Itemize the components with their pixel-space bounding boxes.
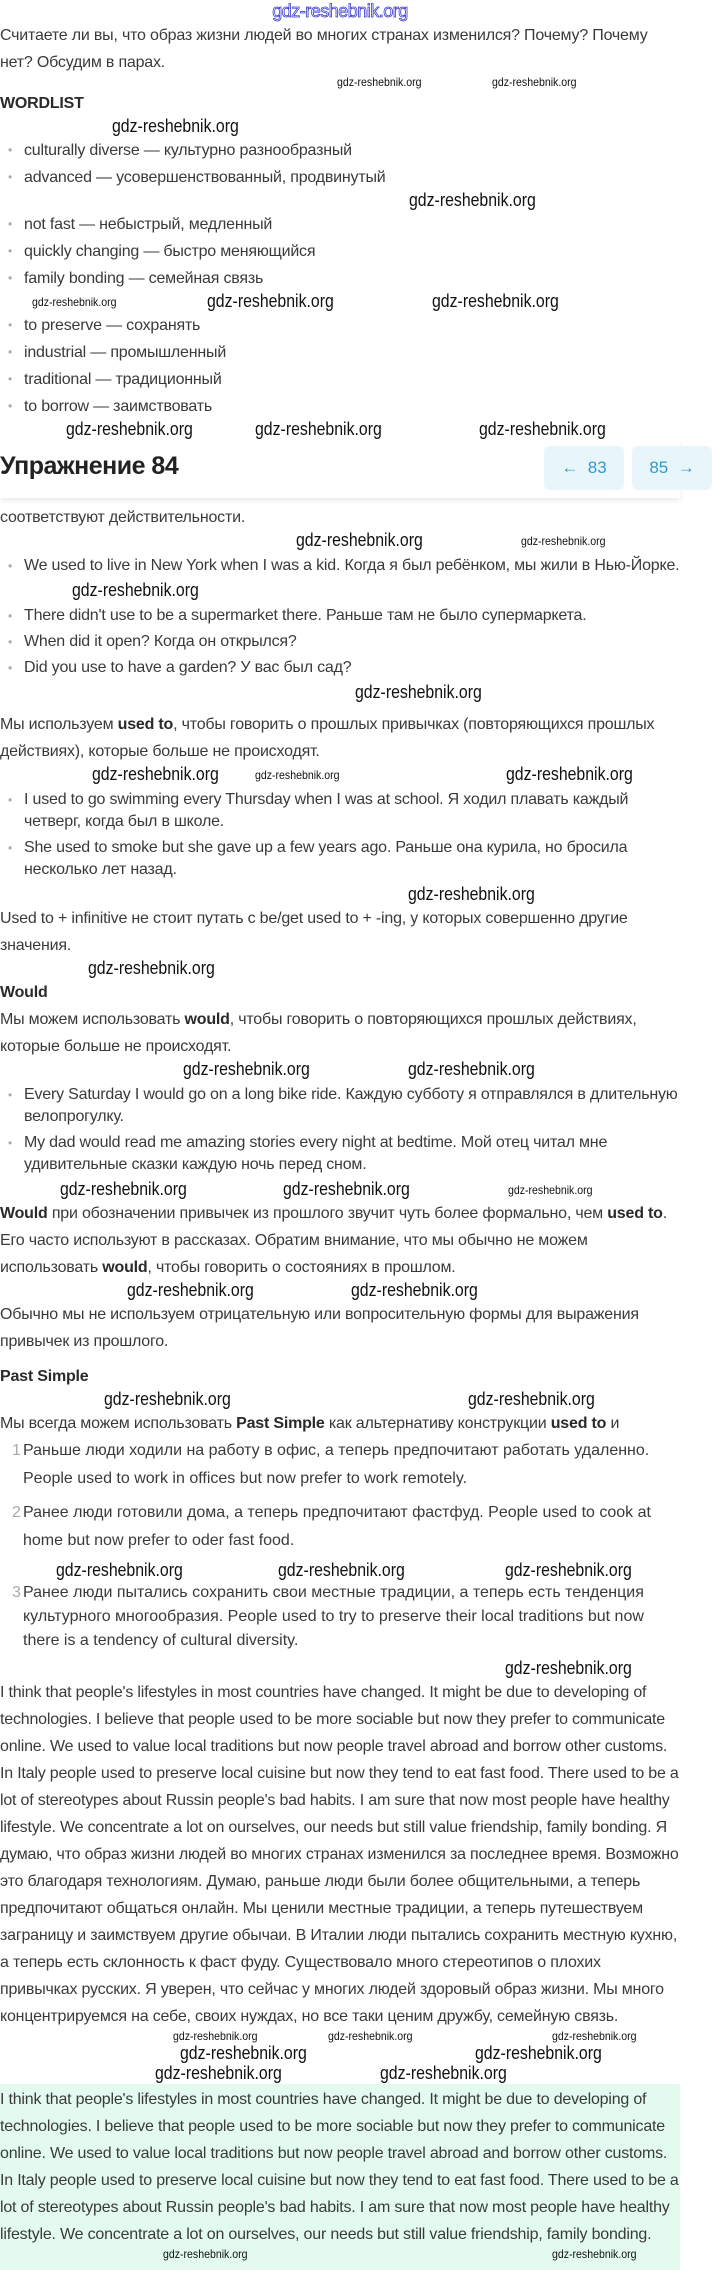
watermark-row — [0, 765, 680, 785]
past-simple-title: Past Simple — [0, 1368, 89, 1385]
watermark: gdz-reshebnik.org — [60, 1179, 187, 1199]
highlighted-answer — [0, 2084, 680, 2270]
watermark-row — [0, 76, 680, 90]
watermark: gdz-reshebnik.org — [468, 1389, 595, 1409]
watermark-row — [0, 581, 680, 601]
watermark: gdz-reshebnik.org — [255, 419, 382, 439]
watermark-row — [0, 531, 680, 551]
watermark-row — [0, 2044, 680, 2064]
examples-list — [0, 1084, 680, 1176]
watermark: gdz-reshebnik.org — [155, 2063, 282, 2083]
watermark: gdz-reshebnik.org — [475, 2043, 602, 2063]
answer-item: 3 Ранее люди пытались сохранить свои местные традиции, а теперь есть тенденция культурного многообразия. People used to try to preserve their local traditions but now there is a tendency of cultural diversity. — [12, 1584, 644, 1649]
example-item: • I used to go swimming every Thursday when I was at school. Я ходил плавать каждый четверг, когда был в школе. — [0, 789, 680, 833]
watermark: gdz-reshebnik.org — [505, 1560, 632, 1580]
wordlist — [0, 211, 680, 292]
watermark: gdz-reshebnik.org — [112, 116, 239, 136]
wordlist-item: • not fast — небыстрый, медленный — [0, 211, 680, 238]
watermark-row — [0, 1561, 680, 1581]
watermark: gdz-reshebnik.org — [432, 291, 559, 311]
watermark: gdz-reshebnik.org — [180, 2043, 307, 2063]
examples-list — [0, 605, 680, 679]
watermark: gdz-reshebnik.org — [255, 768, 340, 782]
wordlist-item: • family bonding — семейная связь — [0, 265, 680, 292]
wordlist-item: • quickly changing — быстро меняющийся — [0, 238, 680, 265]
watermark: gdz-reshebnik.org — [408, 1059, 535, 1079]
site-watermark: gdz-reshebnik.org — [272, 1, 408, 21]
watermark: gdz-reshebnik.org — [296, 530, 423, 550]
arrow-left-icon: ← — [561, 458, 579, 477]
wordlist — [0, 137, 680, 191]
examples-list — [0, 555, 680, 577]
watermark-row — [0, 2030, 680, 2044]
answer-item: 1 Раньше люди ходили на работу в офис, а теперь предпочитают работать удаленно. People used to work in offices but now prefer to work remotely. — [12, 1442, 650, 1487]
watermark-row — [0, 683, 680, 703]
wordlist-item: • industrial — промышленный — [0, 339, 680, 366]
wordlist-item: • culturally diverse — культурно разнообразный — [0, 137, 680, 164]
watermark: gdz-reshebnik.org — [355, 682, 482, 702]
watermark: gdz-reshebnik.org — [32, 295, 117, 309]
wordlist-item: • to borrow — заимствовать — [0, 393, 680, 420]
watermark: gdz-reshebnik.org — [173, 2029, 258, 2043]
watermark: gdz-reshebnik.org — [104, 1389, 231, 1409]
watermark-row — [0, 959, 680, 979]
watermark: gdz-reshebnik.org — [479, 419, 606, 439]
wordlist-item: • to preserve — сохранять — [0, 312, 680, 339]
watermark: gdz-reshebnik.org — [88, 958, 215, 978]
past-simple-paragraph: Мы всегда можем использовать Past Simple как альтернативу конструкции used to и — [0, 1415, 620, 1432]
used-to-paragraph: Мы используем used to, чтобы говорить о прошлых привычках (повторяющихся прошлых действиях), которые больше не происходят. — [0, 716, 655, 760]
watermark: gdz-reshebnik.org — [506, 764, 633, 784]
watermark: gdz-reshebnik.org — [552, 2247, 637, 2261]
watermark-row — [0, 420, 680, 440]
wordlist-item: • advanced — усовершенствованный, продвинутый — [0, 164, 680, 191]
answers-list — [0, 1437, 680, 1653]
watermark-row — [0, 1659, 680, 1679]
answer-item: 2 Ранее люди готовили дома, а теперь предпочитают фастфуд. People used to cook at home but now prefer to oder fast food. — [12, 1504, 651, 1549]
watermark: gdz-reshebnik.org — [505, 1658, 632, 1678]
watermark: gdz-reshebnik.org — [328, 2029, 413, 2043]
watermark-row — [0, 2064, 680, 2084]
watermark: gdz-reshebnik.org — [283, 1179, 410, 1199]
example-item: • Every Saturday I would go on a long bike ride. Каждую субботу я отправлялся в длительную велопрогулку. — [0, 1084, 680, 1128]
watermark-row — [0, 292, 680, 312]
watermark-row — [0, 1390, 680, 1410]
watermark: gdz-reshebnik.org — [72, 580, 199, 600]
watermark-row — [0, 1180, 680, 1200]
page-title: Упражнение 84 — [0, 452, 179, 480]
would-formal-paragraph: Would при обозначении привычек из прошлого звучит чуть более формально, чем used to. Его часто используют в рассказах. Обратим внимание, что мы обычно не можем использовать would, чтобы говорить о состояниях в прошлом. — [0, 1205, 667, 1276]
watermark: gdz-reshebnik.org — [92, 764, 219, 784]
essay-text: I think that people's lifestyles in most countries have changed. It might be due to developing of technologies. I believe that people used to be more sociable but now they prefer to communicate online. We used to value local traditions but now people travel abroad and borrow other customs. In Italy people used to preserve local cuisine but now they tend to eat fast food. There used to be a lot of stereotypes about Russin people's bad habits. I am sure that now most people have healthy lifestyle. We concentrate a lot on ourselves, our needs but still value friendship, family bonding. Я думаю, что образ жизни людей во многих странах изменился за последнее время. Возможно это благодаря технологиям. Думаю, раньше люди были более общительными, а теперь предпочитают общаться онлайн. Мы ценили местные традиции, а теперь путешествуем заграницу и заимствуем другие обычаи. В Италии люди пытались сохранить местную кухню, а теперь есть склонность к фаст фуду. Существовало много стереотипов о плохих привычках русских. Я уверен, что сейчас у многих людей здоровый образ жизни. Мы много концентрируемся на себе, своих нуждах, но все таки ценим дружбу, семейную связь. — [0, 1684, 679, 2025]
watermark: gdz-reshebnik.org — [56, 1560, 183, 1580]
next-exercise-button[interactable]: 85 → — [632, 446, 712, 490]
would-paragraph: Мы можем использовать would, чтобы говорить о повторяющихся прошлых действиях, которые больше не происходят. — [0, 1011, 637, 1055]
intro-question: Считаете ли вы, что образ жизни людей во многих странах изменился? Почему? Почему нет? Обсудим в парах. — [0, 27, 648, 71]
would-title: Would — [0, 984, 48, 1001]
watermark: gdz-reshebnik.org — [408, 884, 535, 904]
exercise-header — [0, 440, 695, 498]
example-item: • My dad would read me amazing stories every night at bedtime. Мой отец читал мне удивительные сказки каждую ночь перед сном. — [0, 1132, 680, 1176]
watermark: gdz-reshebnik.org — [207, 291, 334, 311]
wordlist-title: WORDLIST — [0, 95, 84, 112]
wordlist-item: • traditional — традиционный — [0, 366, 680, 393]
watermark: gdz-reshebnik.org — [508, 1183, 593, 1197]
highlighted-essay: I think that people's lifestyles in most countries have changed. It might be due to developing of technologies. I believe that people used to be more sociable but now they prefer to communicate online. We used to value local traditions but now people travel abroad and borrow other customs. In Italy people used to preserve local cuisine but now they tend to eat fast food. There used to be a lot of stereotypes about Russin people's bad habits. I am sure that now most people have healthy lifestyle. We concentrate a lot on ourselves, our needs but still value friendship, family bonding. — [0, 2091, 679, 2243]
infinitive-paragraph: Used to + infinitive не стоит путать с be/get used to + -ing, у которых совершенно другие значения. — [0, 910, 628, 954]
watermark: gdz-reshebnik.org — [351, 1280, 478, 1300]
watermark: gdz-reshebnik.org — [127, 1280, 254, 1300]
watermark-row — [0, 1060, 680, 1080]
watermark-row — [0, 2248, 680, 2262]
arrow-right-icon: → — [677, 458, 695, 477]
watermark-row — [0, 191, 680, 211]
watermark-row — [0, 1281, 680, 1301]
watermark: gdz-reshebnik.org — [552, 2029, 637, 2043]
watermark: gdz-reshebnik.org — [66, 419, 193, 439]
example-item: • When did it open? Когда он открылся? — [0, 631, 680, 653]
example-item: • Did you use to have a garden? У вас был сад? — [0, 657, 680, 679]
watermark: gdz-reshebnik.org — [521, 534, 606, 548]
wordlist — [0, 312, 680, 420]
negative-paragraph: Обычно мы не используем отрицательную или вопросительную формы для выражения привычек из прошлого. — [0, 1306, 639, 1350]
watermark: gdz-reshebnik.org — [409, 190, 536, 210]
prev-exercise-button[interactable]: ← 83 — [544, 446, 624, 490]
watermark: gdz-reshebnik.org — [337, 75, 422, 89]
watermark-row — [0, 885, 680, 905]
example-item: • She used to smoke but she gave up a few years ago. Раньше она курила, но бросила несколько лет назад. — [0, 837, 680, 881]
watermark: gdz-reshebnik.org — [278, 1560, 405, 1580]
example-item: • We used to live in New York when I was a kid. Когда я был ребёнком, мы жили в Нью-Йорке. — [0, 555, 680, 577]
watermark: gdz-reshebnik.org — [183, 1059, 310, 1079]
watermark: gdz-reshebnik.org — [380, 2063, 507, 2083]
watermark-row — [0, 117, 680, 137]
watermark: gdz-reshebnik.org — [492, 75, 577, 89]
example-item: • There didn't use to be a supermarket there. Раньше там не было супермаркета. — [0, 605, 680, 627]
clipped-text: соответствуют действительности. — [0, 509, 246, 526]
watermark: gdz-reshebnik.org — [163, 2247, 248, 2261]
examples-list — [0, 789, 680, 881]
